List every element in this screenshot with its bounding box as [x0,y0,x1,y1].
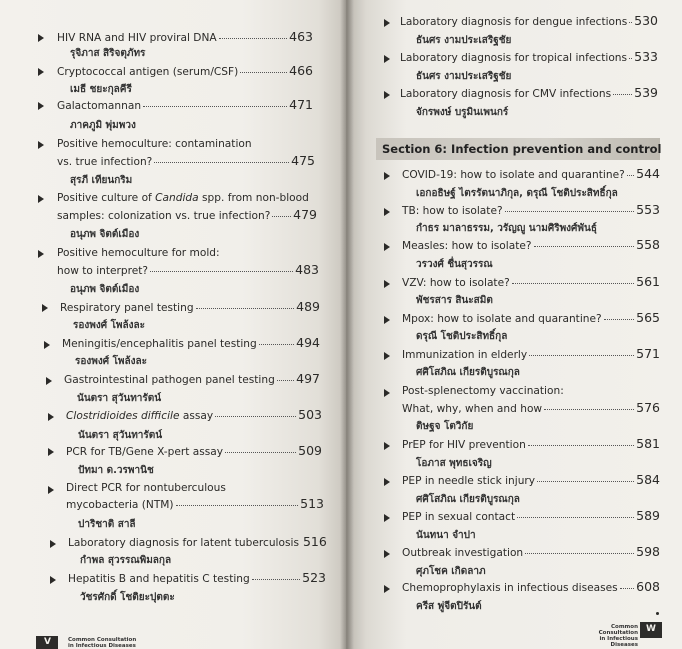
page-number: 576 [636,400,660,415]
toc-entry-author: นันตรา สุวันทารัตน์ [77,393,162,404]
toc-entry-title: Meningitis/encephalitis panel testing 494 [62,335,320,350]
page-number: 533 [634,49,658,64]
section-title: Section 6: Infection prevention and control [382,142,662,156]
footer-book-title: Common Consultation in Infectious Diseases [68,637,137,649]
toc-entry-author: รุจิภาส สิริจตุภัทร [70,48,146,59]
toc-entry-author: วัชรศักดิ์ โชติยะปุตตะ [80,592,175,603]
toc-entry-author: ธันศร งามประเสริฐชัย [416,71,512,82]
page-number: 479 [293,207,317,222]
toc-entry-title: Positive hemoculture: contamination [57,138,252,150]
book-gutter [340,0,354,649]
toc-entry-title: PEP in sexual contact 589 [402,508,660,523]
page-number: 503 [298,407,322,422]
bullet-icon [384,389,390,397]
page-number: 489 [296,299,320,314]
toc-entry-title: Immunization in elderly 571 [402,346,660,361]
bullet-icon [38,68,44,76]
toc-entry-title: Cryptococcal antigen (serum/CSF) 466 [57,63,313,78]
bullet-icon [38,195,44,203]
page-number: 571 [636,346,660,361]
bullet-icon [384,352,390,360]
toc-entry-title: samples: colonization vs. true infection? 479 [57,207,317,222]
page-number: 509 [298,443,322,458]
toc-entry-title: Respiratory panel testing 489 [60,299,320,314]
toc-entry-title: Gastrointestinal pathogen panel testing 497 [64,371,320,386]
page-number: 530 [634,13,658,28]
toc-entry-title: vs. true infection? 475 [57,153,315,168]
toc-entry-author: ปาริชาติ สาลี [78,519,136,530]
page-number: 494 [296,335,320,350]
toc-entry-author: ติษฐจ โตวิกัย [416,421,474,432]
toc-entry-title: Laboratory diagnosis for CMV infections 539 [400,85,658,100]
toc-entry-author: พัชรสาร สินะสมิต [416,295,493,306]
bullet-icon [38,141,44,149]
bullet-icon [384,243,390,251]
page-number: 581 [636,436,660,451]
page-number: 565 [636,310,660,325]
toc-entry-author: สุรภี เทียนกริม [70,175,133,186]
footer-book-title: Common Consultation in Infectious Diseases [598,624,638,648]
page-number: 608 [636,579,660,594]
toc-entry-title: PEP in needle stick injury 584 [402,472,660,487]
page-number: 497 [296,371,320,386]
toc-entry-author: ภาคภูมิ พุ่มพวง [70,120,136,131]
toc-entry-author: รองพงศ์ โพล้งละ [73,320,146,331]
toc-entry-author: ดรุณี โชติประสิทธิ์กุล [416,331,508,342]
bullet-icon [48,448,54,456]
bullet-icon [42,304,48,312]
page-number: 463 [289,29,313,44]
bullet-icon [46,377,52,385]
toc-entry-title: Laboratory diagnosis for dengue infections 530 [400,13,658,28]
toc-entry-title: COVID-19: how to isolate and quarantine? 544 [402,166,660,181]
bullet-icon [44,341,50,349]
bullet-icon [48,486,54,494]
toc-entry-title: Laboratory diagnosis for latent tuberculosis 516 [68,534,327,549]
toc-entry-title: Hepatitis B and hepatitis C testing 523 [68,570,326,585]
page-number: 544 [636,166,660,181]
bullet-icon [384,442,390,450]
toc-entry-author: โอภาส พุทธเจริญ [416,458,492,469]
bullet-icon [48,413,54,421]
bullet-icon [384,208,390,216]
bullet-icon [50,576,56,584]
page-number: 561 [636,274,660,289]
page-number: 553 [636,202,660,217]
bullet-icon [38,250,44,258]
toc-entry-title: Mpox: how to isolate and quarantine? 565 [402,310,660,325]
toc-entry-title: PrEP for HIV prevention 581 [402,436,660,451]
bullet-icon [384,172,390,180]
toc-entry-author: กำธร มาลาธรรม, วรัญญู นามศิริพงศ์พันธุ์ [416,223,597,234]
page-number: 558 [636,237,660,252]
toc-entry-title: Galactomannan 471 [57,97,313,112]
bullet-icon [384,550,390,558]
page-number: 516 [302,534,327,549]
toc-entry-author: เมธี ชยะกุลคีรี [70,84,132,95]
toc-entry-author: ปัทมา ด.วรพานิช [78,465,154,476]
toc-entry-title: Positive culture of Candida spp. from non-blood [57,192,309,204]
page-dot [656,612,659,615]
footer-page-letter: V [44,637,51,647]
toc-entry-author: กำพล สุวรรณพิมลกุล [80,555,172,566]
bullet-icon [384,280,390,288]
toc-entry-author: ครีส พู่จีตปิรันต์ [416,601,482,612]
bullet-icon [384,514,390,522]
page-number: 475 [291,153,315,168]
toc-entry-author: อนุภพ จิตต์เมือง [70,229,140,240]
toc-entry-author: วรวงศ์ ชื่นสุวรรณ [416,259,493,270]
page-number: 523 [302,570,326,585]
toc-entry-title: how to interpret? 483 [57,262,319,277]
bullet-icon [38,34,44,42]
toc-entry-author: รองพงศ์ โพล้งละ [75,356,148,367]
page-number: 584 [636,472,660,487]
bullet-icon [384,55,390,63]
toc-entry-title: What, why, when and how 576 [402,400,660,415]
bullet-icon [38,102,44,110]
toc-entry-title: VZV: how to isolate? 561 [402,274,660,289]
bullet-icon [384,585,390,593]
bullet-icon [50,540,56,548]
toc-entry-author: นันตรา สุวันทารัตน์ [78,430,163,441]
toc-entry-title: mycobacteria (NTM) 513 [66,496,324,511]
toc-entry-title: PCR for TB/Gene X-pert assay 509 [66,443,322,458]
toc-entry-title: Measles: how to isolate? 558 [402,237,660,252]
toc-entry-title: HIV RNA and HIV proviral DNA 463 [57,29,313,44]
page-number: 471 [289,97,313,112]
toc-entry-title: Outbreak investigation 598 [402,544,660,559]
toc-entry-title: Direct PCR for nontuberculous [66,482,226,494]
toc-entry-author: ธันศร งามประเสริฐชัย [416,35,512,46]
toc-entry-author: ศุภโชค เกิดลาภ [416,566,486,577]
page-number: 513 [300,496,324,511]
bullet-icon [384,316,390,324]
toc-entry-author: ศศิโสภิณ เกียรติบูรณกุล [416,494,520,505]
toc-entry-author: นันทนา จำปา [416,530,476,541]
page-number: 466 [289,63,313,78]
toc-entry-author: ศศิโสภิณ เกียรติบูรณกุล [416,367,520,378]
toc-entry-author: จักรพงษ์ บรูมินเพนกร์ [416,107,509,118]
page-number: 589 [636,508,660,523]
toc-entry-author: เอกอธิษฐ์ ไตรรัตนาภิกุล, ดรุณี โชติประสิทธิ์กุล [416,188,618,199]
footer-page-letter: W [646,624,656,634]
bullet-icon [384,91,390,99]
bullet-icon [384,478,390,486]
page-number: 598 [636,544,660,559]
page-number: 483 [295,262,319,277]
page-number: 539 [634,85,658,100]
toc-entry-title: Clostridioides difficile assay 503 [66,407,322,422]
toc-entry-author: อนุภพ จิตต์เมือง [70,284,140,295]
toc-entry-title: Post-splenectomy vaccination: [402,385,564,397]
toc-entry-title: Positive hemoculture for mold: [57,247,220,259]
toc-entry-title: Chemoprophylaxis in infectious diseases 608 [402,579,660,594]
toc-entry-title: Laboratory diagnosis for tropical infections 533 [400,49,658,64]
bullet-icon [384,19,390,27]
toc-entry-title: TB: how to isolate? 553 [402,202,660,217]
